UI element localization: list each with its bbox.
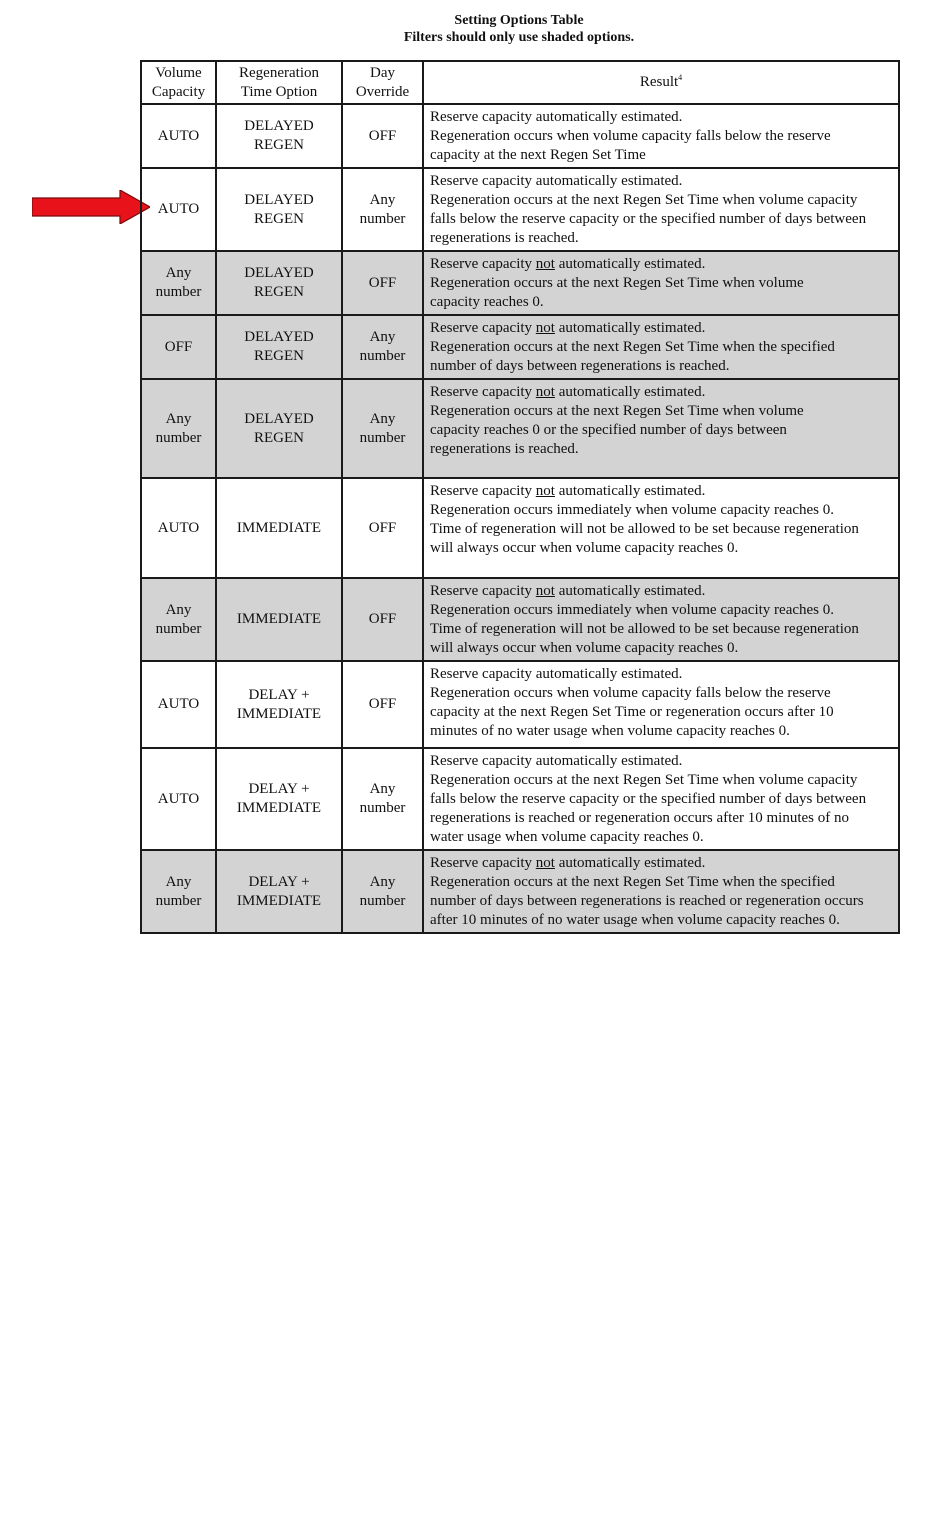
cell-line: number [359,892,406,909]
result-cell [423,748,899,850]
result-text: Reserve capacity automatically estimated. [430,109,683,125]
cell-line: OFF [368,274,397,291]
regen-time-option-cell [216,850,342,933]
result-text: number of days between regenerations is reached or regeneration occurs [430,893,864,909]
cell-line: number [359,429,406,446]
cell-line: Any [369,873,396,890]
cell-line: Any [369,329,396,345]
result-line [430,752,894,771]
table-row [141,168,899,251]
day-override-cell [342,578,423,661]
day-override-cell [342,850,423,933]
title-block [140,12,898,46]
result-cell [423,379,899,478]
red-arrow-icon [32,190,150,224]
regen-time-option-cell [216,168,342,251]
result-line [430,402,894,421]
cell-line: IMMEDIATE [236,705,322,722]
result-line [430,892,894,911]
table-row [141,315,899,379]
regen-time-option-cell [216,478,342,578]
volume-capacity-cell [141,578,216,661]
result-text: Regeneration occurs immediately when volume capacity reaches 0. [430,602,835,618]
cell-line: number [359,800,406,816]
result-text: Regeneration occurs at the next Regen Set Time when volume [430,403,804,419]
result-text: will always occur when volume capacity reaches 0. [430,640,739,656]
result-text: capacity reaches 0 or the specified number of days between [430,422,787,438]
table-body [141,104,899,933]
emphasis-not: not [535,855,555,871]
result-line [430,127,894,146]
emphasis-not: not [535,483,555,499]
result-text: water usage when volume capacity reaches 0. [430,829,704,845]
result-line [430,828,894,847]
cell-line: IMMEDIATE [236,519,322,536]
result-text: regenerations is reached. [430,230,579,246]
volume-capacity-cell [141,850,216,933]
result-text: will always occur when volume capacity reaches 0. [430,540,739,556]
result-text: automatically estimated. [554,583,706,599]
cell-line: AUTO [157,127,200,144]
result-text: Reserve capacity [430,855,536,871]
result-line [430,809,894,828]
day-override-cell [342,379,423,478]
result-line [430,482,894,501]
table-row [141,104,899,168]
day-override-cell [342,748,423,850]
table-row [141,748,899,850]
result-text: automatically estimated. [554,855,706,871]
cell-line: OFF [368,696,397,712]
result-cell [423,478,899,578]
result-line [430,703,894,722]
result-text: falls below the reserve capacity or the specified number of days between [430,211,867,227]
cell-line: IMMEDIATE [236,611,322,627]
result-text: Regeneration occurs immediately when volume capacity reaches 0. [430,502,835,518]
cell-line: DELAYED [244,265,314,281]
result-text: minutes of no water usage when volume capacity reaches 0. [430,723,790,739]
cell-line: AUTO [157,201,200,217]
result-line [430,854,894,873]
result-text: Reserve capacity [430,384,536,400]
table-row [141,850,899,933]
result-cell [423,315,899,379]
cell-line: REGEN [254,210,304,227]
result-line [430,440,894,459]
table-row [141,379,899,478]
cell-line: IMMEDIATE [236,892,322,909]
volume-capacity-cell [141,379,216,478]
cell-line: Any [165,873,192,890]
emphasis-not: not [535,320,555,336]
regen-time-option-cell [216,104,342,168]
cell-line: DELAYED [244,410,314,427]
result-text: Reserve capacity [430,483,536,499]
day-override-cell [342,478,423,578]
result-text: Time of regeneration will not be allowed to be set because regeneration [430,621,859,637]
emphasis-not: not [535,583,555,599]
footnote-marker: 4 [678,73,683,82]
header-line: Volume [155,64,202,81]
volume-capacity-cell [141,251,216,315]
header-regen-time-option [216,61,342,104]
result-cell [423,850,899,933]
result-line [430,911,894,930]
setting-options-table [140,60,900,934]
result-text: automatically estimated. [554,384,706,400]
header-result [423,61,899,104]
result-line [430,601,894,620]
result-line [430,255,894,274]
result-line [430,108,894,127]
result-text: Reserve capacity automatically estimated. [430,753,683,769]
result-text: regenerations is reached. [430,441,579,457]
regen-time-option-cell [216,315,342,379]
cell-line: Any [369,410,396,427]
result-text: regenerations is reached or regeneration occurs after 10 minutes of no [430,810,849,826]
result-text: Reserve capacity automatically estimated. [430,173,683,189]
table-row [141,478,899,578]
day-override-cell [342,251,423,315]
day-override-cell [342,661,423,748]
result-text: after 10 minutes of no water usage when volume capacity reaches 0. [430,912,840,928]
result-cell [423,251,899,315]
result-cell [423,661,899,748]
header-line: Day [370,64,395,81]
day-override-cell [342,168,423,251]
cell-line: DELAYED [244,329,314,345]
day-override-cell [342,315,423,379]
result-text: Time of regeneration will not be allowed to be set because regeneration [430,521,859,537]
table-row [141,661,899,748]
header-day-override [342,61,423,104]
volume-capacity-cell [141,661,216,748]
result-line [430,665,894,684]
cell-line: OFF [368,519,397,536]
result-text: automatically estimated. [554,320,706,336]
cell-line: Any [369,781,396,797]
cell-line: Any [369,191,396,208]
result-line [430,274,894,293]
result-line [430,722,894,741]
cell-line: number [155,429,202,446]
day-override-cell [342,104,423,168]
result-line [430,539,894,558]
result-text: Regeneration occurs at the next Regen Set Time when volume capacity [430,772,858,788]
result-cell [423,104,899,168]
result-text: automatically estimated. [554,256,706,272]
volume-capacity-cell [141,168,216,251]
cell-line: OFF [164,338,193,355]
result-text: Regeneration occurs when volume capacity falls below the reserve [430,128,831,144]
result-line [430,146,894,165]
arrow-shape [32,190,150,224]
header-line: Time Option [240,83,318,100]
result-text: Regeneration occurs at the next Regen Set Time when the specified [430,339,835,355]
cell-line: DELAYED [244,118,314,134]
result-text: falls below the reserve capacity or the specified number of days between [430,791,867,807]
result-cell [423,578,899,661]
cell-line: Any [165,410,192,427]
result-line [430,191,894,210]
result-text: Regeneration occurs at the next Regen Set Time when volume capacity [430,192,858,208]
result-text: automatically estimated. [554,483,706,499]
result-text: capacity at the next Regen Set Time or regeneration occurs after 10 [430,704,834,720]
result-line [430,620,894,639]
result-cell [423,168,899,251]
cell-line: number [155,284,202,300]
result-line [430,639,894,658]
cell-line: OFF [368,127,397,144]
cell-line: number [155,892,202,909]
cell-line: REGEN [254,348,304,364]
volume-capacity-cell [141,315,216,379]
result-line [430,172,894,191]
result-line [430,210,894,229]
result-text: Reserve capacity [430,320,536,336]
cell-line: REGEN [254,284,304,300]
header-line: Override [355,83,410,100]
header-row [141,61,899,104]
result-line [430,357,894,376]
result-text: Regeneration occurs at the next Regen Set Time when the specified [430,874,835,890]
result-text: Reserve capacity [430,583,536,599]
result-line [430,684,894,703]
volume-capacity-cell [141,104,216,168]
table-row [141,578,899,661]
result-line [430,790,894,809]
result-text: number of days between regenerations is reached. [430,358,730,374]
cell-line: AUTO [157,519,200,536]
header-result-label: Result [639,74,679,90]
cell-line: number [359,348,406,364]
result-text: Regeneration occurs at the next Regen Set Time when volume [430,275,804,291]
regen-time-option-cell [216,379,342,478]
emphasis-not: not [535,384,555,400]
result-text: capacity at the next Regen Set Time [430,147,646,163]
header-line: Capacity [151,83,206,100]
result-line [430,582,894,601]
header-volume-capacity [141,61,216,104]
result-line [430,771,894,790]
cell-line: REGEN [254,137,304,153]
regen-time-option-cell [216,578,342,661]
cell-line: AUTO [157,790,200,807]
result-line [430,319,894,338]
header-line: Regeneration [239,64,319,81]
volume-capacity-cell [141,748,216,850]
result-line [430,873,894,892]
cell-line: DELAY + [248,781,310,797]
result-text: Reserve capacity [430,256,536,272]
result-line [430,520,894,539]
result-line [430,501,894,520]
result-text: capacity reaches 0. [430,294,544,310]
result-text: Regeneration occurs when volume capacity falls below the reserve [430,685,831,701]
result-line [430,383,894,402]
result-line [430,229,894,248]
emphasis-not: not [535,256,555,272]
cell-line: Any [165,265,192,281]
cell-line: OFF [368,611,397,627]
cell-line: number [155,620,202,637]
regen-time-option-cell [216,748,342,850]
table-subtitle: Filters should only use shaded options. [403,30,635,45]
result-text: Reserve capacity automatically estimated. [430,666,683,682]
regen-time-option-cell [216,251,342,315]
regen-time-option-cell [216,661,342,748]
cell-line: AUTO [157,696,200,712]
cell-line: number [359,210,406,227]
volume-capacity-cell [141,478,216,578]
cell-line: DELAYED [244,191,314,208]
cell-line: DELAY + [248,873,310,890]
cell-line: Any [165,601,192,618]
table-title: Setting Options Table [454,13,584,28]
result-line [430,293,894,312]
result-line [430,338,894,357]
cell-line: IMMEDIATE [236,800,322,816]
result-line [430,421,894,440]
cell-line: REGEN [254,429,304,446]
cell-line: DELAY + [248,686,310,703]
table-row [141,251,899,315]
